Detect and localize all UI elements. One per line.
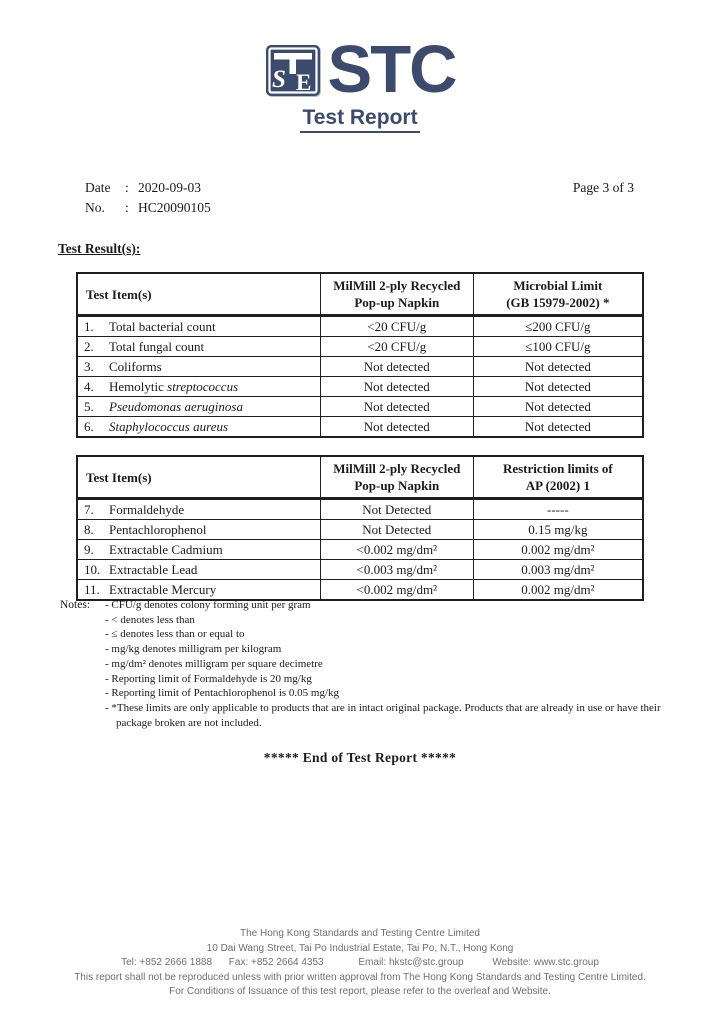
footer-fax: Fax: +852 2664 4353 <box>228 957 324 969</box>
column-header-line: MilMill 2-ply Recycled <box>333 461 461 476</box>
date-label: Date <box>85 180 111 195</box>
item-name: Total fungal count <box>109 339 205 354</box>
sample-result-cell: Not Detected <box>320 499 473 520</box>
column-header-sample <box>320 456 473 499</box>
item-name: Extractable Cadmium <box>109 542 223 557</box>
sample-result-cell: Not detected <box>320 377 473 397</box>
limit-cell: 0.15 mg/kg <box>473 520 643 540</box>
test-item-cell <box>77 560 320 580</box>
test-item-cell <box>77 417 320 438</box>
report-no-colon: : <box>125 200 129 215</box>
table-row <box>77 520 643 540</box>
column-header-test-items: Test Item(s) <box>77 456 320 499</box>
table-row <box>77 357 643 377</box>
row-number: 2. <box>84 339 94 354</box>
column-header-line: Restriction limits of <box>502 461 613 476</box>
note-item: - < denotes less than <box>105 613 195 626</box>
microbial-results-table <box>76 272 644 438</box>
test-item-cell <box>77 540 320 560</box>
note-item: - Reporting limit of Formaldehyde is 20 mg/kg <box>105 672 312 685</box>
footer-email: Email: hkstc@stc.group <box>358 957 464 969</box>
table-row <box>77 580 643 601</box>
column-header-limit <box>473 273 643 316</box>
limit-cell: Not detected <box>473 377 643 397</box>
sample-result-cell: Not detected <box>320 417 473 438</box>
limit-cell: ≤100 CFU/g <box>473 337 643 357</box>
stc-emblem-icon <box>265 44 321 97</box>
logo-block <box>0 32 720 133</box>
table-row <box>77 397 643 417</box>
limit-cell: Not detected <box>473 417 643 438</box>
column-header-line: AP (2002) 1 <box>525 478 590 493</box>
item-name-italic: streptococcus <box>167 379 239 394</box>
page-footer <box>0 927 720 1000</box>
chemical-results-table <box>76 455 644 601</box>
item-name-italic: Staphylococcus aureus <box>109 419 229 434</box>
footer-notice: This report shall not be reproduced unless with prior written approval from The Hong Kong Standards and Testing Centre Limited. <box>74 971 646 983</box>
table-row <box>77 560 643 580</box>
test-item-cell <box>77 397 320 417</box>
footer-website: Website: www.stc.group <box>492 957 599 969</box>
row-number: 4. <box>84 379 94 394</box>
brand-wordmark: STC <box>327 32 456 107</box>
table-row <box>77 417 643 438</box>
test-item-cell <box>77 580 320 601</box>
test-item-cell <box>77 316 320 337</box>
table-row <box>77 337 643 357</box>
item-name-italic: Pseudomonas aeruginosa <box>109 399 243 414</box>
sample-result-cell: Not detected <box>320 397 473 417</box>
item-name: Formaldehyde <box>109 502 185 517</box>
table-row <box>77 316 643 337</box>
limit-cell: 0.002 mg/dm² <box>473 540 643 560</box>
report-no-label: No. <box>85 200 105 215</box>
limit-cell: ----- <box>473 499 643 520</box>
row-number: 7. <box>84 502 94 517</box>
column-header-sample <box>320 273 473 316</box>
test-item-cell <box>77 357 320 377</box>
section-heading: Test Result(s): <box>58 241 141 256</box>
column-header-line: Microbial Limit <box>513 278 603 293</box>
note-item: - ≤ denotes less than or equal to <box>105 628 245 641</box>
item-name: Total bacterial count <box>109 319 216 334</box>
column-header-test-items: Test Item(s) <box>77 273 320 316</box>
table-header-row <box>77 273 643 316</box>
row-number: 6. <box>84 419 94 434</box>
date-value: 2020-09-03 <box>138 180 201 195</box>
row-number: 11. <box>84 582 100 597</box>
table-row <box>77 499 643 520</box>
note-item: - Reporting limit of Pentachlorophenol is 0.05 mg/kg <box>105 687 340 700</box>
test-item-cell <box>77 520 320 540</box>
row-number: 1. <box>84 319 94 334</box>
limit-cell: Not detected <box>473 397 643 417</box>
item-name: Extractable Mercury <box>109 582 217 597</box>
column-header-line: (GB 15979-2002) * <box>506 295 610 310</box>
column-header-restriction <box>473 456 643 499</box>
sample-result-cell: <0.003 mg/dm² <box>320 560 473 580</box>
column-header-line: MilMill 2-ply Recycled <box>333 278 461 293</box>
footer-contact-line <box>0 956 720 971</box>
table-header-row <box>77 456 643 499</box>
sample-result-cell: <20 CFU/g <box>320 316 473 337</box>
footer-tel: Tel: +852 2666 1888 <box>121 957 213 969</box>
footer-company: The Hong Kong Standards and Testing Centre Limited <box>240 928 480 939</box>
note-item: - mg/dm² denotes milligram per square decimetre <box>105 657 323 670</box>
row-number: 8. <box>84 522 94 537</box>
column-header-line: Pop-up Napkin <box>354 295 440 310</box>
brand-logo <box>0 32 720 107</box>
limit-cell: Not detected <box>473 357 643 377</box>
report-meta <box>85 178 211 218</box>
report-no-value: HC20090105 <box>138 200 211 215</box>
row-number: 9. <box>84 542 94 557</box>
table-row <box>77 377 643 397</box>
report-title: Test Report <box>300 106 419 133</box>
row-number: 3. <box>84 359 94 374</box>
item-name: Hemolytic <box>109 379 168 394</box>
footer-notice: For Conditions of Issuance of this test report, please refer to the overleaf and Website. <box>169 986 551 998</box>
limit-cell: ≤200 CFU/g <box>473 316 643 337</box>
date-colon: : <box>125 180 129 195</box>
meta-no-row <box>85 198 211 218</box>
limit-cell: 0.003 mg/dm² <box>473 560 643 580</box>
table-row <box>77 540 643 560</box>
note-item: - mg/kg denotes milligram per kilogram <box>105 643 282 656</box>
sample-result-cell: Not Detected <box>320 520 473 540</box>
sample-result-cell: <20 CFU/g <box>320 337 473 357</box>
emblem-letter-s: S <box>271 66 286 93</box>
item-name: Pentachlorophenol <box>109 522 207 537</box>
notes-section <box>60 598 676 730</box>
meta-date-row <box>85 178 211 198</box>
sample-result-cell: <0.002 mg/dm² <box>320 540 473 560</box>
emblem-letter-e: E <box>295 70 311 95</box>
notes-label: Notes: <box>60 599 91 611</box>
item-name: Extractable Lead <box>109 562 198 577</box>
row-number: 10. <box>84 562 101 577</box>
note-item: - CFU/g denotes colony forming unit per gram <box>105 599 311 611</box>
row-number: 5. <box>84 399 94 414</box>
test-item-cell <box>77 499 320 520</box>
page-number: Page 3 of 3 <box>572 180 634 195</box>
sample-result-cell: Not detected <box>320 357 473 377</box>
column-header-line: Pop-up Napkin <box>354 478 440 493</box>
footer-address: 10 Dai Wang Street, Tai Po Industrial Estate, Tai Po, N.T., Hong Kong <box>206 942 514 954</box>
sample-result-cell: <0.002 mg/dm² <box>320 580 473 601</box>
notes-list <box>105 598 676 730</box>
limit-cell: 0.002 mg/dm² <box>473 580 643 601</box>
note-item: - *These limits are only applicable to products that are in intact original package. Products that are already in use or have their package broken are not included. <box>105 701 661 729</box>
test-item-cell <box>77 377 320 397</box>
end-of-report-line: ***** End of Test Report ***** <box>263 750 457 765</box>
test-item-cell <box>77 337 320 357</box>
item-name: Coliforms <box>109 359 162 374</box>
